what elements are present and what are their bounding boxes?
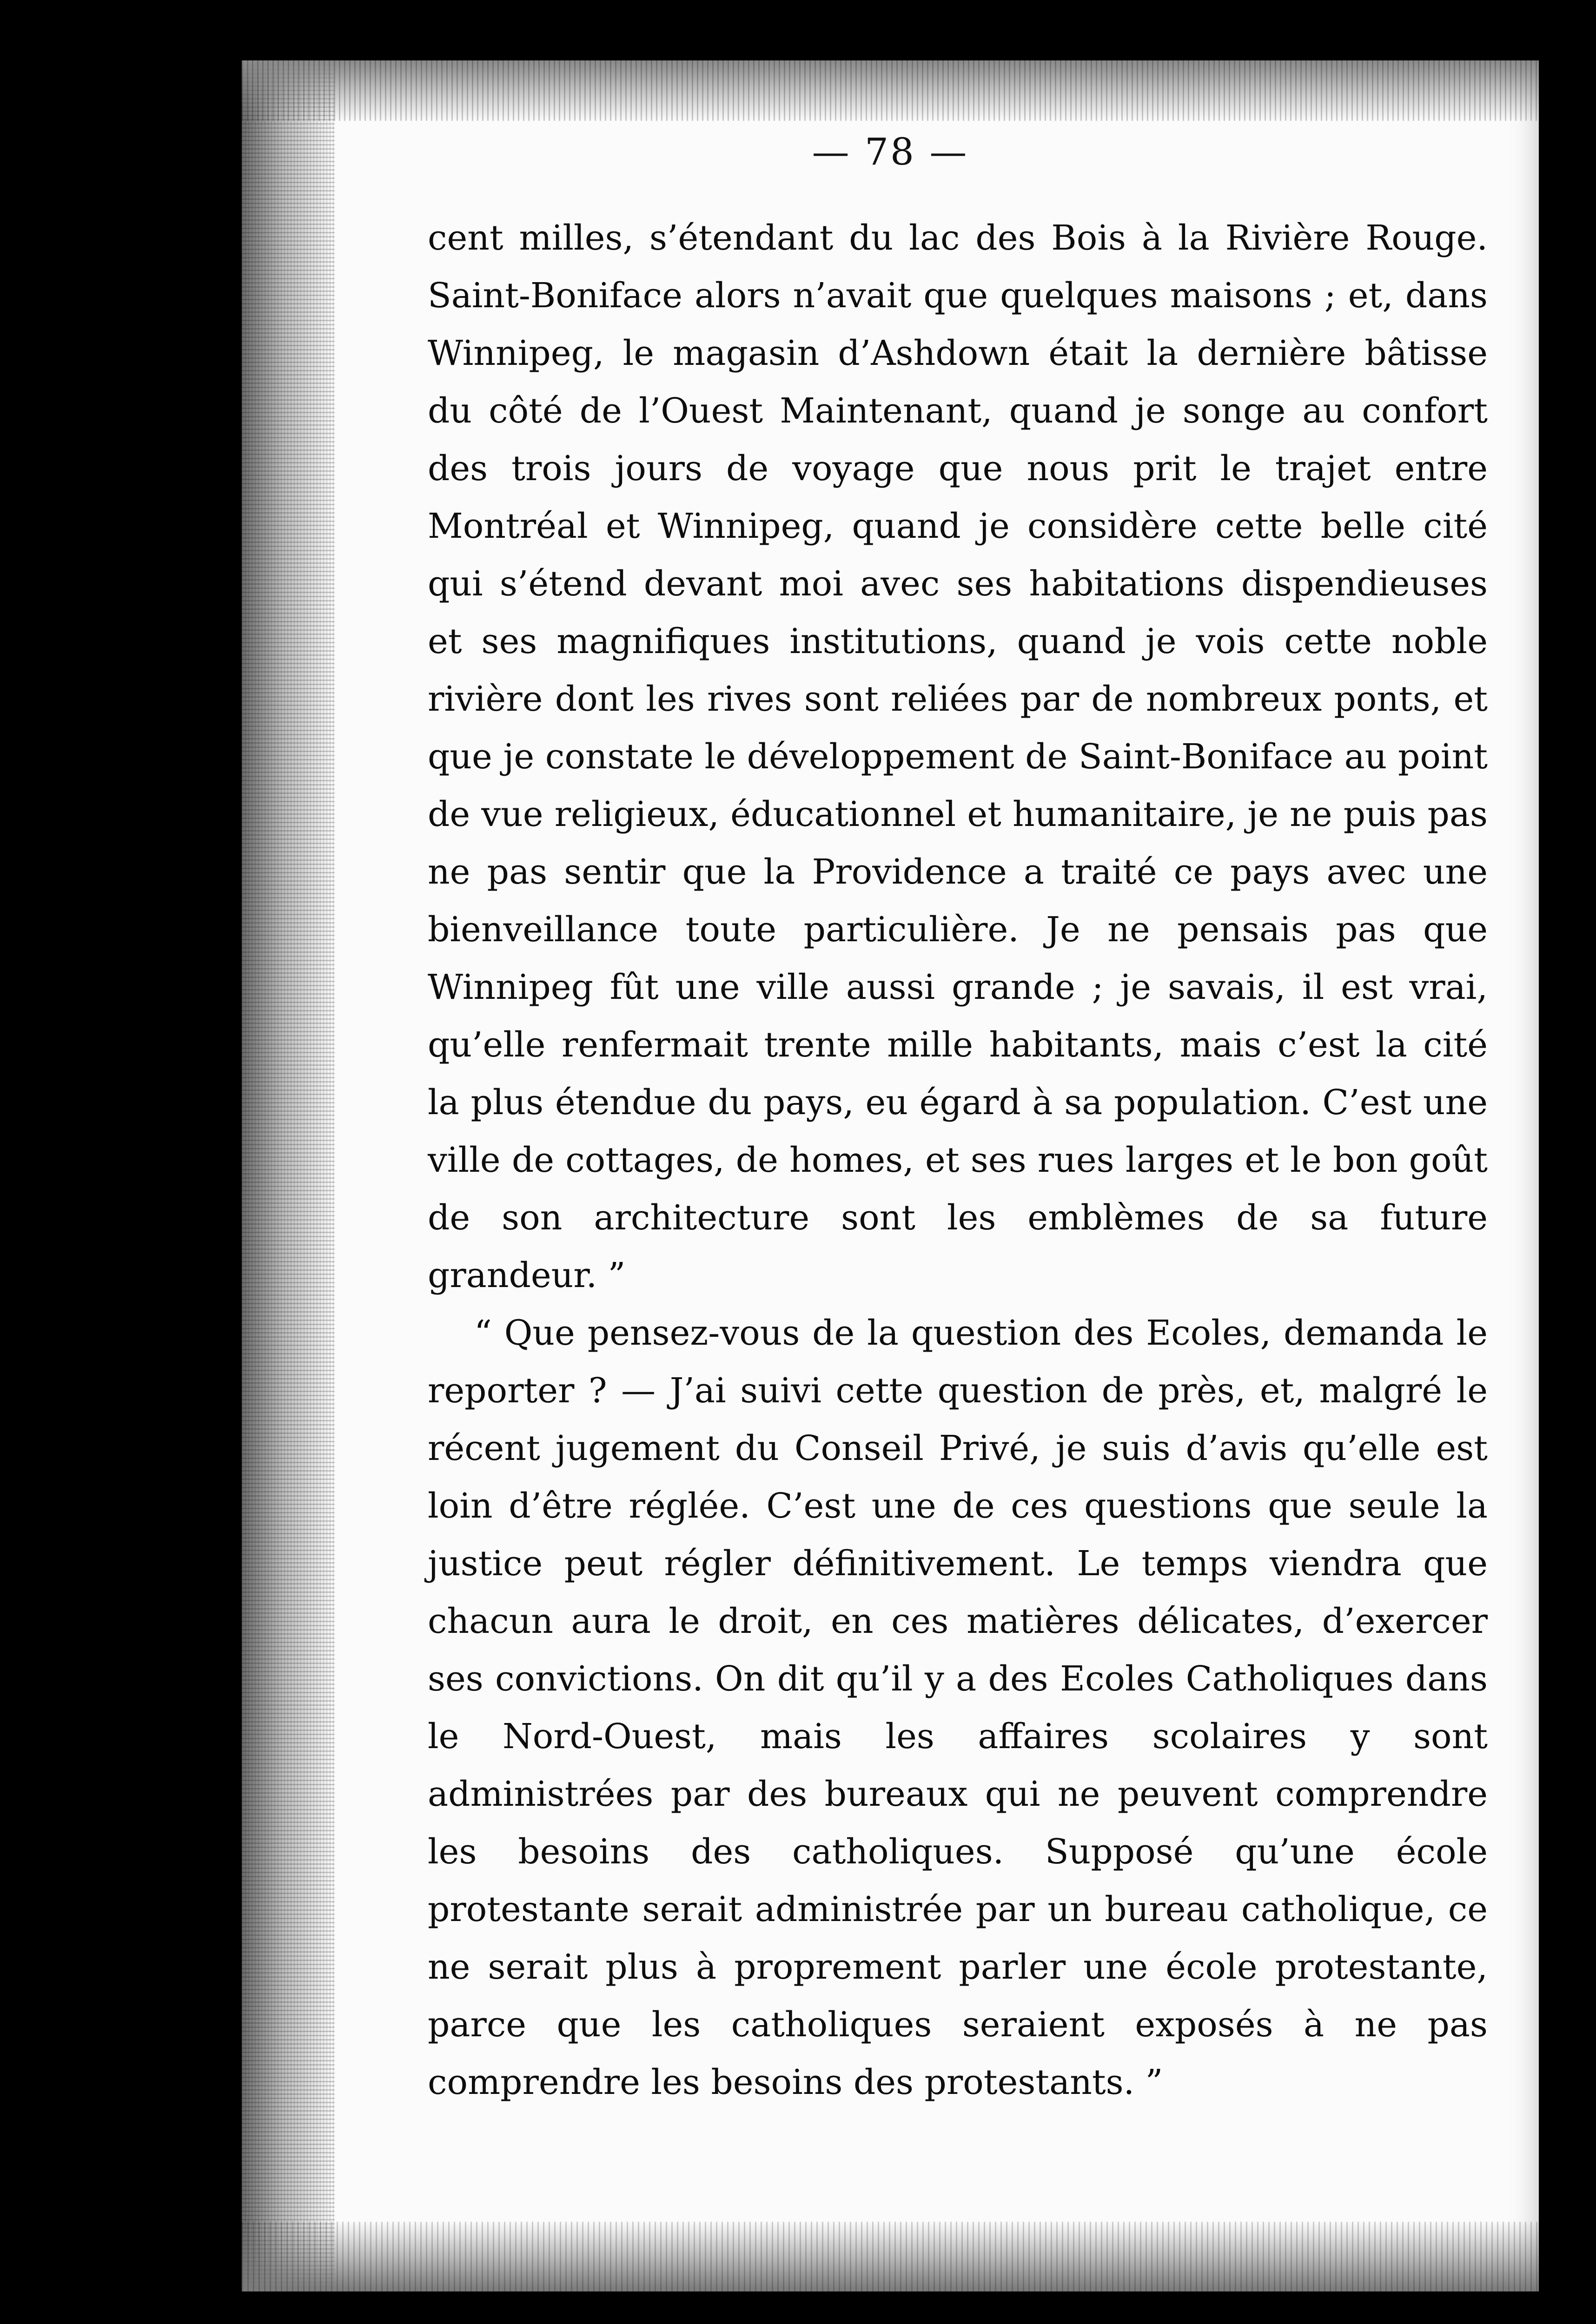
paragraph-1: cent milles, s’étendant du lac des Bois à la Rivière Rouge. Saint-Boniface alors n’avait que quelques maisons ; et, dans Winnipeg, le magasin d’Ashdown était la dernière bâtisse du côté de l’Ouest Maintenant, quand je songe au confort des trois jours de voyage que nous prit le trajet entre Montréal et Winnipeg, quand je considère cette belle cité qui s’étend devant moi avec ses habitations dispendieuses et ses magnifiques institutions, quand je vois cette noble rivière dont les rives sont reliées par de nombreux ponts, et que je constate le développement de Saint-Boniface au point de vue religieux, éducationnel et humanitaire, je ne puis pas ne pas sentir que la Providence a traité ce pays avec une bienveillance toute particulière. Je ne pensais pas que Winnipeg fût une ville aussi grande ; je savais, il est vrai, qu’elle renfermait trente mille habitants, mais c’est la cité la plus étendue du pays, eu égard à sa population. C’est une ville de cottages, de homes, et ses rues larges et le bon goût de son architecture sont les emblèmes de sa future grandeur. ” xyxy=(428,218,1488,1295)
bottom-scan-noise xyxy=(242,2222,1539,2291)
page-gutter-shadow xyxy=(242,60,335,2291)
paragraph-2: “ Que pensez-vous de la question des Ecoles, demanda le reporter ? — J’ai suivi cette question de près, et, malgré le récent jugement du Conseil Privé, je suis d’avis qu’elle est loin d’être réglée. C’est une de ces questions que seule la justice peut régler définitivement. Le temps viendra que chacun aura le droit, en ces matières délicates, d’exercer ses convictions. On dit qu’il y a des Ecoles Catholiques dans le Nord-Ouest, mais les affaires scolaires y sont administrées par des bureaux qui ne peuvent comprendre les besoins des catholiques. Supposé qu’une école protestante serait administrée par un bureau catholique, ce ne serait plus à proprement parler une école protestante, parce que les catholiques seraient exposés à ne pas comprendre les besoins des protestants. ” xyxy=(428,1313,1488,2102)
body-text xyxy=(428,209,1488,2111)
page-number: — 78 — xyxy=(812,130,969,173)
book-page xyxy=(242,60,1539,2291)
top-scan-noise xyxy=(242,60,1539,121)
